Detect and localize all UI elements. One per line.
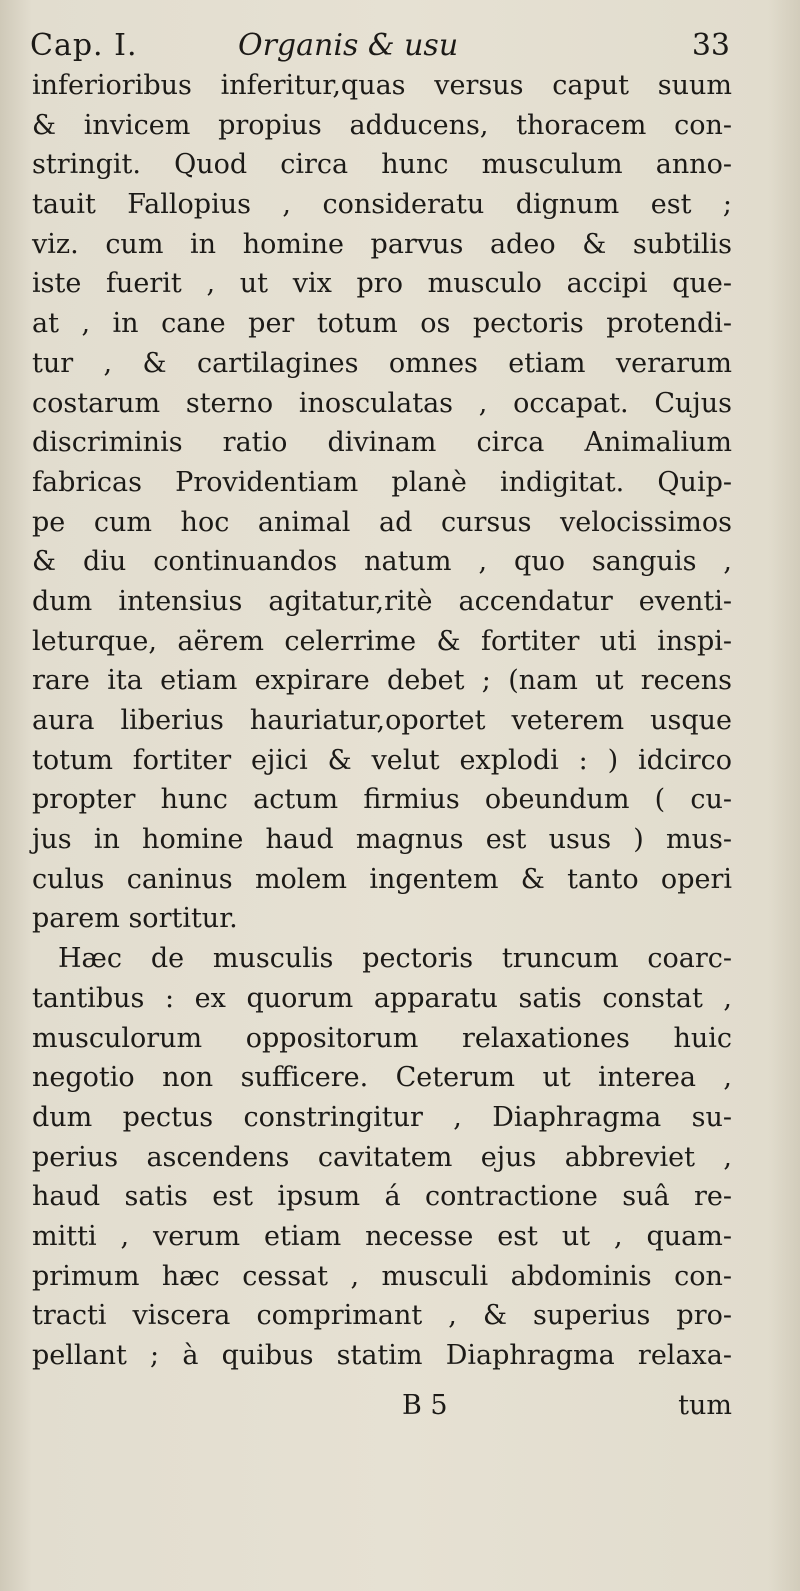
text-line: jus in homine haud magnus est usus ) mus- — [32, 824, 732, 856]
body-text — [32, 66, 732, 1376]
text-line: dum intensius agitatur,ritè accendatur eventi- — [32, 585, 732, 617]
text-line: culus caninus molem ingentem & tanto operi — [32, 863, 732, 895]
text-line: tauit Fallopius , consideratu dignum est ; — [32, 189, 732, 221]
running-header — [30, 26, 730, 66]
text-line: musculorum oppositorum relaxationes huic — [32, 1022, 732, 1054]
text-line: pe cum hoc animal ad cursus velocissimos — [32, 506, 732, 538]
text-line: haud satis est ipsum á contractione suâ re- — [32, 1181, 732, 1213]
signature-mark: B 5 — [402, 1390, 448, 1421]
text-line: perius ascendens cavitatem ejus abbreviet , — [32, 1141, 732, 1173]
text-line: & diu continuandos natum , quo sanguis , — [32, 546, 732, 578]
text-line: dum pectus constringitur , Diaphragma su- — [32, 1101, 732, 1133]
chapter-label: Cap. I. — [30, 28, 138, 63]
text-line: tracti viscera comprimant , & superius pro- — [32, 1300, 732, 1332]
text-line: totum fortiter ejici & velut explodi : ) idcirco — [32, 744, 732, 776]
text-line: inferioribus inferitur,quas versus caput suum — [32, 70, 732, 101]
text-line: iste fuerit , ut vix pro musculo accipi que- — [32, 268, 732, 300]
running-title: Organis & usu — [238, 28, 459, 63]
text-line: negotio non sufficere. Ceterum ut interea , — [32, 1062, 732, 1094]
text-line: stringit. Quod circa hunc musculum anno- — [32, 149, 732, 181]
text-line: tur , & cartilagines omnes etiam verarum — [32, 347, 732, 379]
page-number: 33 — [691, 28, 730, 63]
text-line: discriminis ratio divinam circa Animalium — [32, 427, 732, 459]
text-line: primum hæc cessat , musculi abdominis con- — [32, 1260, 732, 1292]
text-line: Hæc de musculis pectoris truncum coarc- — [58, 943, 732, 975]
page-footer — [32, 1386, 732, 1426]
text-line: propter hunc actum firmius obeundum ( cu- — [32, 784, 732, 816]
text-line: costarum sterno inosculatas , occapat. Cujus — [32, 387, 732, 419]
text-line: leturque, aërem celerrime & fortiter uti inspi- — [32, 625, 732, 657]
text-line: mitti , verum etiam necesse est ut , quam- — [32, 1220, 732, 1252]
text-line: parem sortitur. — [32, 903, 238, 935]
text-line: viz. cum in homine parvus adeo & subtilis — [32, 228, 732, 260]
text-line: aura liberius hauriatur,oportet veterem usque — [32, 705, 732, 736]
text-line: fabricas Providentiam planè indigitat. Quip- — [32, 466, 732, 498]
text-line: rare ita etiam expirare debet ; (nam ut recens — [32, 665, 732, 697]
text-line: pellant ; à quibus statim Diaphragma relaxa- — [32, 1340, 732, 1371]
text-line: at , in cane per totum os pectoris protendi- — [32, 308, 732, 340]
text-line: & invicem propius adducens, thoracem con- — [32, 109, 732, 141]
catchword: tum — [678, 1390, 732, 1421]
text-line: tantibus : ex quorum apparatu satis constat , — [32, 982, 732, 1014]
